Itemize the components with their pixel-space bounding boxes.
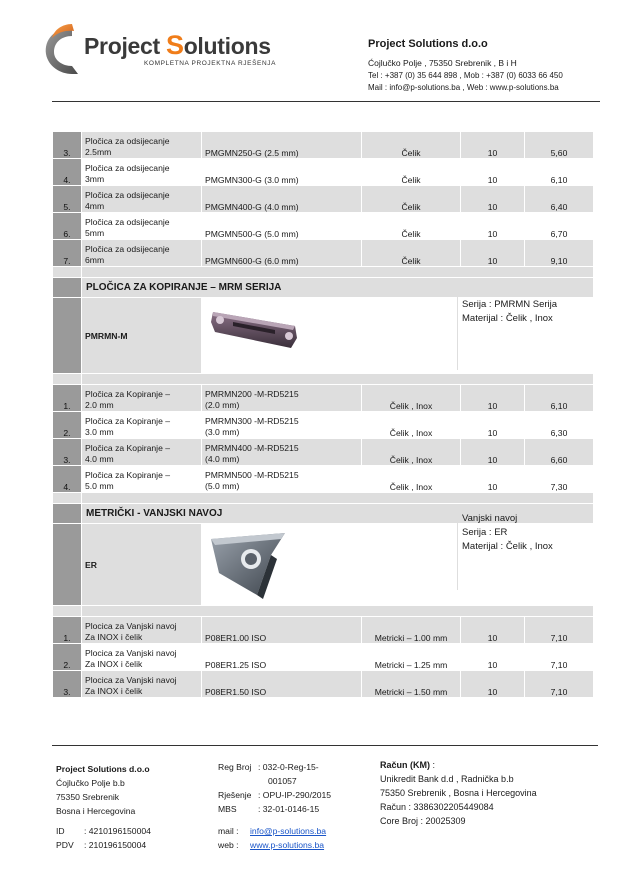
table-row: 1. Plocica za Vanjski navoj Za INOX i čelik P08ER1.00 ISO Metricki – 1.00 mm 10 7,10 [53, 617, 594, 644]
website-link[interactable]: www.p-solutions.ba [250, 840, 325, 850]
table-row: 3. Pločica za odsijecanje 2.5mm PMGMN250-G (2.5 mm) Čelik 10 5,60 [53, 132, 594, 159]
mrm-description: Serija : PMRMN Serija Materijal : Čelik , Inox [462, 299, 558, 324]
table-row: 6. Pločica za odsijecanje 5mm PMGMN500-G (5.0 mm) Čelik 10 6,70 [53, 213, 594, 240]
pmrmn-insert-image [205, 302, 305, 368]
spacer-row [53, 374, 594, 385]
email-link[interactable]: info@p-solutions.ba [250, 826, 327, 836]
table-row: 2. Pločica za Kopiranje – 3.0 mm PMRMN300 -M-RD5215 (3.0 mm) Čelik , Inox 10 6,30 [53, 412, 594, 439]
table-row: 4. Pločica za odsijecanje 3mm PMGMN300-G (3.0 mm) Čelik 10 6,10 [53, 159, 594, 186]
spacer-row [53, 493, 594, 504]
footer-registration: Reg Broj : 032-0-Reg-15- 001057 Rješenje : OPU-IP-290/2015 MBS : 32-01-0146-15 mail : info@p-solutions.ba web : www.p-solutions.ba [218, 762, 332, 850]
table-row: 2. Plocica za Vanjski navoj Za INOX i čelik P08ER1.25 ISO Metricki – 1.25 mm 10 7,10 [53, 644, 594, 671]
logo-tagline: KOMPLETNA PROJEKTNA RJEŠENJA [144, 60, 277, 67]
spacer-row [53, 606, 594, 617]
column-divider [457, 296, 458, 370]
spacer-row [53, 267, 594, 278]
table-row: 5. Pločica za odsijecanje 4mm PMGMN400-G (4.0 mm) Čelik 10 6,40 [53, 186, 594, 213]
price-table [52, 131, 594, 698]
er-description: Vanjski navoj Serija : ER Materijal : Čelik , Inox [462, 513, 553, 552]
footer-bank: Račun (KM) : Unikredit Bank d.d , Radnička b.b 75350 Srebrenik , Bosna i Hercegovina Račun : 3386302205449084 Core Broj : 20025309 [380, 760, 537, 826]
table-row: 3. Plocica za Vanjski navoj Za INOX i čelik P08ER1.50 ISO Metricki – 1.50 mm 10 7,10 [53, 671, 594, 698]
er-thread-insert-image [205, 525, 295, 603]
footer-company: Project Solutions d.o.o Ćojlučko Polje b.b 75350 Srebrenik Bosna i Hercegovina ID : 4210196150004 PDV : 210196150004 [56, 764, 151, 850]
column-divider [457, 510, 458, 590]
footer-divider [52, 745, 598, 746]
table-row: 1. Pločica za Kopiranje – 2.0 mm PMRMN200 -M-RD5215 (2.0 mm) Čelik , Inox 10 6,10 [53, 385, 594, 412]
company-address: Ćojlučko Polje , 75350 Srebrenik , B i H [368, 58, 517, 68]
section-header: PLOČICA ZA KOPIRANJE – MRM SERIJA [53, 278, 594, 298]
header-divider [52, 101, 600, 102]
table-row: 3. Pločica za Kopiranje – 4.0 mm PMRMN400 -M-RD5215 (4.0 mm) Čelik , Inox 10 6,60 [53, 439, 594, 466]
company-mail-web: Mail : info@p-solutions.ba , Web : www.p-solutions.ba [368, 83, 559, 92]
company-name: Project Solutions d.o.o [368, 38, 488, 50]
section-header: METRIČKI - VANJSKI NAVOJ [53, 504, 594, 524]
table-row: 7. Pločica za odsijecanje 6mm PMGMN600-G (6.0 mm) Čelik 10 9,10 [53, 240, 594, 267]
product-name: PMRMN-M [82, 298, 202, 374]
company-phones: Tel : +387 (0) 35 644 898 , Mob : +387 (0) 6033 66 450 [368, 71, 563, 80]
logo-wordmark: Project Solutions [84, 30, 271, 60]
table-row: 4. Pločica za Kopiranje – 5.0 mm PMRMN500 -M-RD5215 (5.0 mm) Čelik , Inox 10 7,30 [53, 466, 594, 493]
product-name: ER [82, 524, 202, 606]
logo-swoosh-icon [42, 22, 88, 82]
